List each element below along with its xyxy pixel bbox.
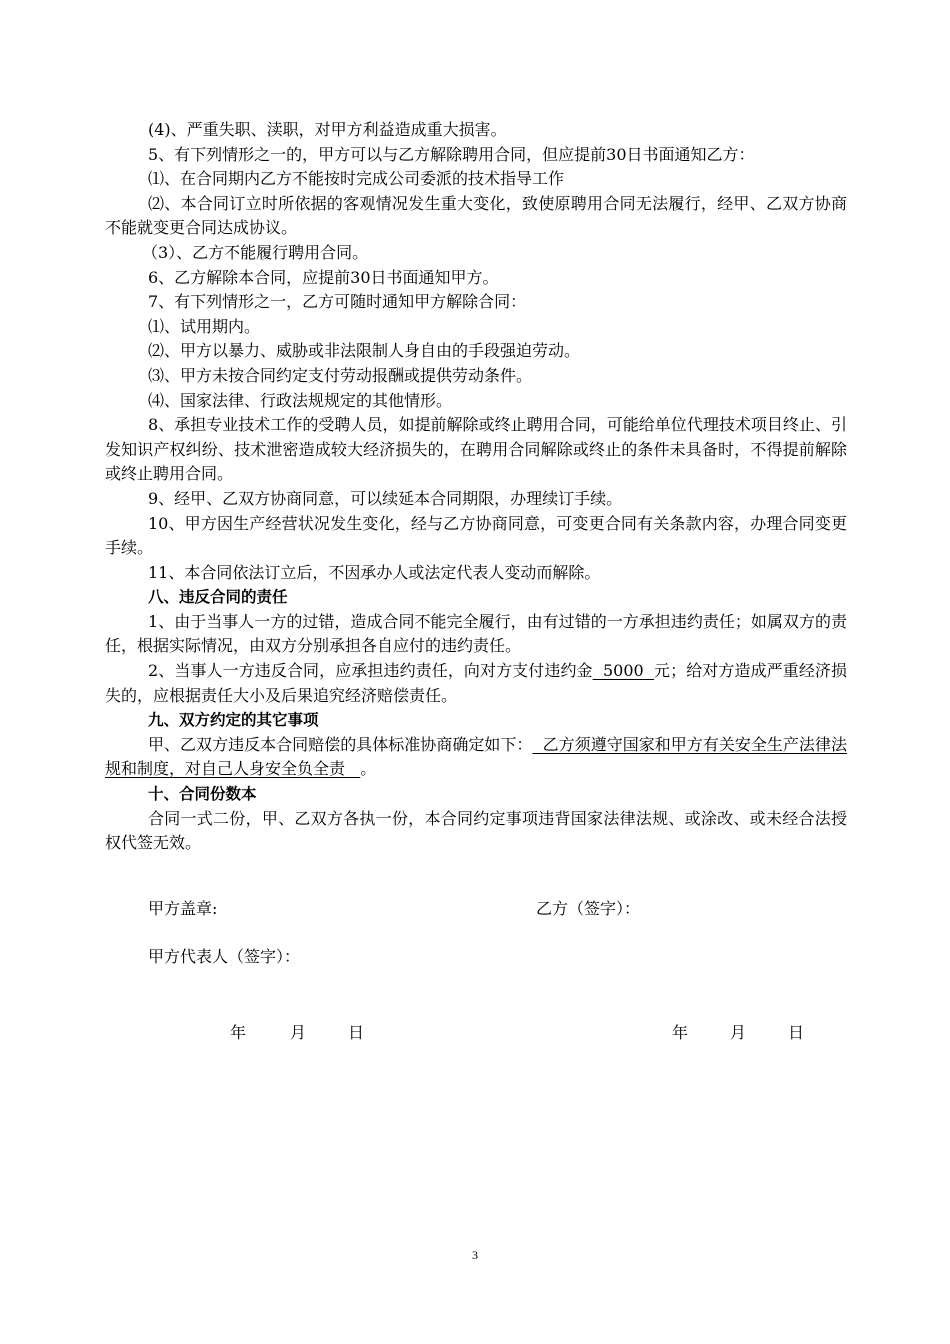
section-9-text: 甲、乙双方违反本合同赔偿的具体标准协商确定如下： [148,734,533,754]
page-number: 3 [472,1248,478,1262]
section-9-end: 。 [360,759,377,779]
section-9-clause [105,733,847,782]
clause-paragraph: ⑴、在合同期内乙方不能按时完成公司委派的技术指导工作 [148,169,565,189]
section-10-heading: 十、合同份数本 [148,785,257,804]
clause-paragraph: ⑴、试用期内。 [148,316,261,336]
date-year: 年 [230,1023,247,1042]
agreed-terms-filled: 乙方须遵守国家和甲方有关安全生产法律法规和制度，对自己人身安全负全责 [105,734,847,779]
date-year: 年 [672,1023,689,1042]
section-8-clause-1: 1、由于当事人一方的过错，造成合同不能完全履行，由有过错的一方承担违约责任；如属双方的责任，根据实际情况，由双方分别承担各自应付的违约责任。 [105,611,847,656]
clause-paragraph: 11、本合同依法订立后，不因承办人或法定代表人变动而解除。 [148,562,601,582]
clause-paragraph: ⑷、国家法律、行政法规规定的其他情形。 [148,390,453,410]
clause-paragraph: 6、乙方解除本合同，应提前30日书面通知甲方。 [148,267,499,287]
clause-paragraph: 8、承担专业技术工作的受聘人员，如提前解除或终止聘用合同，可能给单位代理技术项目终止、引发知识产权纠纷、技术泄密造成较大经济损失的，在聘用合同解除或终止的条件未具备时，不得提前解除或终止聘用合同。 [105,415,847,484]
clause-paragraph: 5、有下列情形之一的，甲方可以与乙方解除聘用合同，但应提前30日书面通知乙方： [148,144,755,164]
party-a-seal-label: 甲方盖章: [148,899,218,918]
section-8-clause-2 [105,659,847,708]
party-a-rep-label: 甲方代表人（签字）： [148,947,301,966]
party-b-date [672,1020,804,1043]
clause-paragraph: 7、有下列情形之一，乙方可随时通知甲方解除合同： [148,292,527,312]
clause-paragraph: 9、经甲、乙双方协商同意，可以续延本合同期限，办理续订手续。 [148,488,623,508]
date-day: 日 [788,1023,805,1042]
clause-paragraph: ⑵、本合同订立时所依据的客观情况发生重大变化，致使原聘用合同无法履行，经甲、乙双方协商不能就变更合同达成协议。 [105,193,847,238]
section-10-clause: 合同一式二份，甲、乙双方各执一份，本合同约定事项违背国家法律法规、或涂改、或未经合法授权代签无效。 [105,808,847,853]
date-month: 月 [730,1023,747,1042]
contract-body [105,118,847,856]
date-month: 月 [290,1023,307,1042]
party-a-date [230,1020,364,1043]
clause-paragraph: ⑵、甲方以暴力、威胁或非法限制人身自由的手段强迫劳动。 [148,341,581,361]
clause-paragraph: （3）、乙方不能履行聘用合同。 [142,242,369,262]
section-9-heading: 九、双方约定的其它事项 [148,711,319,730]
date-day: 日 [348,1023,365,1042]
section-8-heading: 八、违反合同的责任 [148,588,288,607]
party-b-sign-label: 乙方（签字）： [536,899,641,918]
clause-paragraph: (4)、严重失职、渎职，对甲方利益造成重大损害。 [148,120,507,139]
clause-2-text-after: 元；给对方造成严重经济损失的，应根据责任大小及后果追究经济赔偿责任。 [105,661,848,705]
penalty-amount: 5000 [592,661,655,681]
clause-2-text: 2、当事人一方违反合同，应承担违约责任，向对方支付违约金 [148,661,593,681]
clause-paragraph: ⑶、甲方未按合同约定支付劳动报酬或提供劳动条件。 [148,365,533,385]
clause-paragraph: 10、甲方因生产经营状况发生变化，经与乙方协商同意，可变更合同有关条款内容，办理合同变更手续。 [105,513,847,558]
termination-clauses [105,118,847,585]
